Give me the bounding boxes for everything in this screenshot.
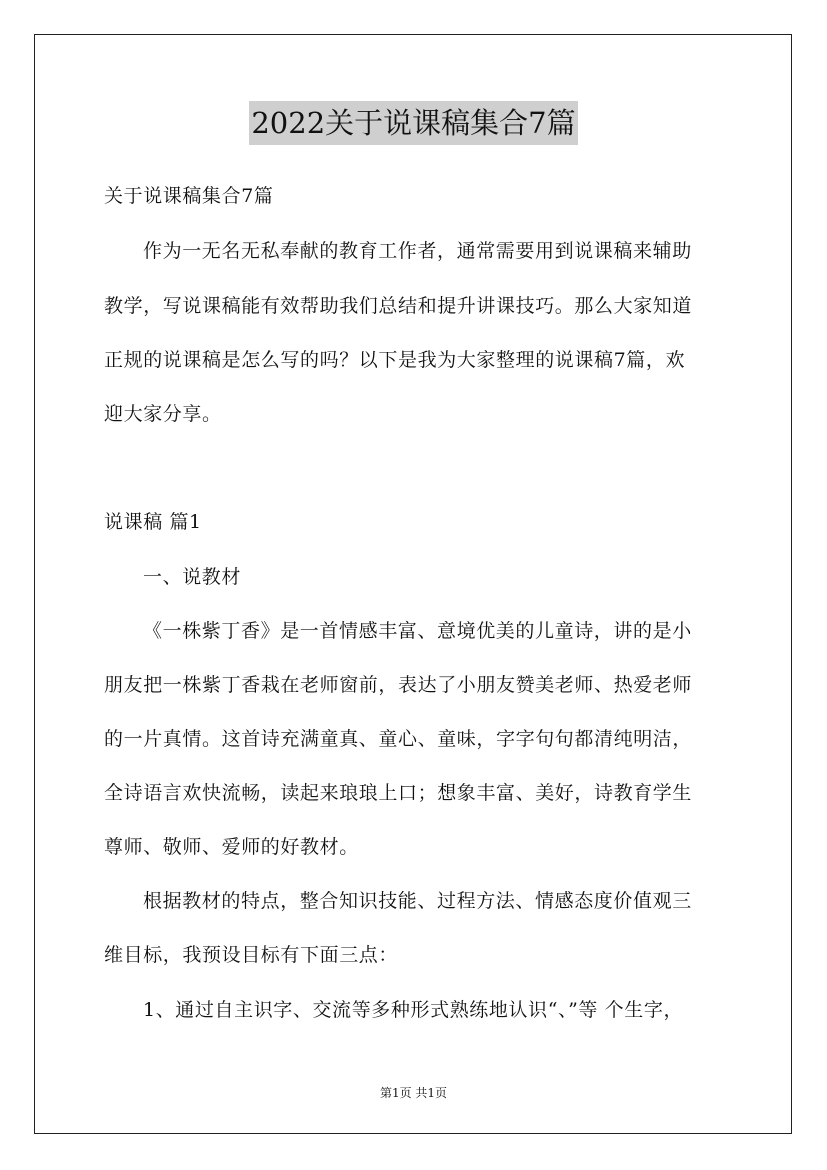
paragraph-line: 全诗语言欢快流畅，读起来琅琅上口；想象丰富、美好，诗教育学生 [104,782,693,804]
intro-line: 迎大家分享。 [104,403,222,425]
intro-line: 作为一无名无私奉献的教育工作者，通常需要用到说课稿来辅助 [143,240,692,262]
paragraph-line: 朋友把一株紫丁香栽在老师窗前，表达了小朋友赞美老师、热爱老师 [104,674,693,696]
paragraph-line: 根据教材的特点，整合知识技能、过程方法、情感态度价值观三 [143,890,692,912]
paragraph-line: 的一片真情。这首诗充满童真、童心、童味，字字句句都清纯明洁， [104,728,693,750]
intro-line: 教学，写说课稿能有效帮助我们总结和提升讲课技巧。那么大家知道 [104,295,693,317]
section-heading: 说课稿 篇1 [104,511,202,533]
paragraph-line: 《一株紫丁香》是一首情感丰富、意境优美的儿童诗，讲的是小 [143,620,692,642]
subheading: 一、说教材 [143,566,242,588]
intro-line: 正规的说课稿是怎么写的吗？以下是我为大家整理的说课稿7篇，欢 [104,349,686,371]
page-number: 第1页 共1页 [379,1086,448,1100]
paragraph-line: 1、通过自主识字、交流等多种形式熟练地认识“、”等 个生字， [143,999,684,1021]
paragraph-line: 维目标，我预设目标有下面三点： [104,944,399,966]
document-subtitle: 关于说课稿集合7篇 [104,185,274,207]
paragraph-line: 尊师、敬师、爱师的好教材。 [104,836,359,858]
document-title: 2022关于说课稿集合7篇 [249,101,577,145]
